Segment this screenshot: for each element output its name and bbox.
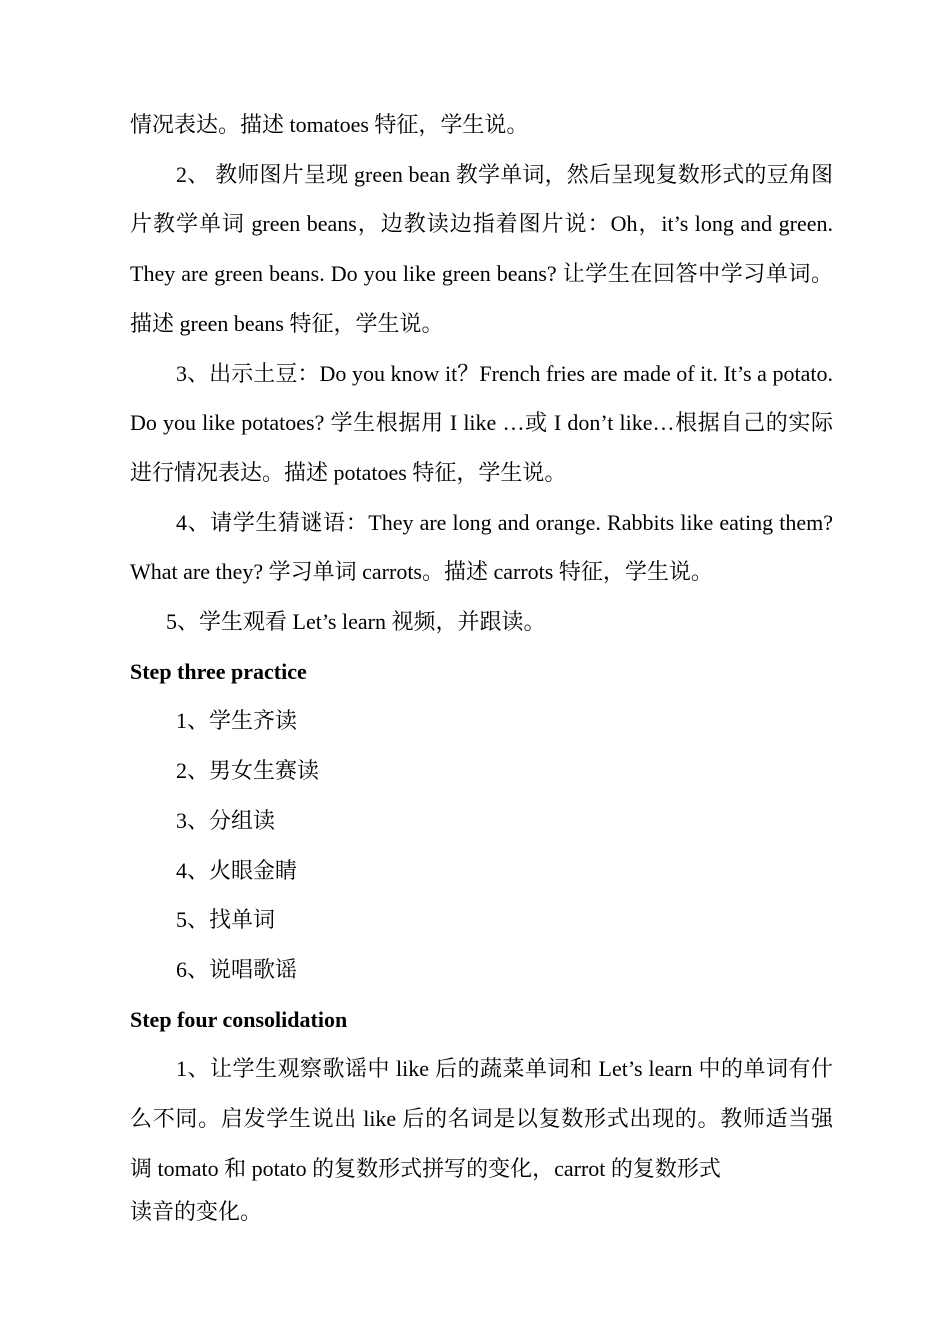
paragraph-tomatoes-end: 情况表达。描述 tomatoes 特征，学生说。 bbox=[130, 112, 529, 137]
document-page bbox=[130, 100, 833, 1231]
paragraph-consolidation: 1、让学生观察歌谣中 like 后的蔬菜单词和 Let’s learn 中的单词有什么不同。启发学生说出 like 后的名词是以复数形式出现的。教师适当强调 tomato 和 potato 的复数形式拼写的变化，carrot 的复数形式 bbox=[130, 1056, 833, 1181]
practice-item-2: 2、男女生赛读 bbox=[176, 758, 320, 784]
paragraph-carrots: 4、请学生猜谜语：They are long and orange. Rabbits like eating them? What are they? 学习单词 carrots。描述 carrots 特征，学生说。 bbox=[130, 509, 833, 585]
practice-item-4: 4、火眼金睛 bbox=[176, 857, 298, 883]
practice-item-3: 3、分组读 bbox=[176, 807, 276, 833]
paragraph-consolidation-end: 读音的变化。 bbox=[130, 1199, 263, 1225]
paragraph-potatoes: 3、出示土豆：Do you know it？French fries are made of it. It’s a potato. Do you like potatoes? 学生根据用 I like …或 I don’t like…根据自己的实际进行情况表达。描述 potatoes 特征，学生说。 bbox=[130, 360, 833, 485]
practice-item-5: 5、找单词 bbox=[176, 907, 276, 933]
heading-step-three: Step three practice bbox=[130, 658, 307, 684]
practice-item-1: 1、学生齐读 bbox=[176, 708, 298, 734]
heading-step-four: Step four consolidation bbox=[130, 1006, 348, 1032]
paragraph-green-beans: 2、 教师图片呈现 green bean 教学单词，然后呈现复数形式的豆角图片教学单词 green beans，边教读边指着图片说：Oh，it’s long and green. They are green beans. Do you like green beans? 让学生在回答中学习单词。描述 green beans 特征，学生说。 bbox=[130, 161, 833, 336]
practice-item-6: 6、说唱歌谣 bbox=[176, 956, 298, 982]
paragraph-video: 5、学生观看 Let’s learn 视频，并跟读。 bbox=[166, 609, 546, 635]
